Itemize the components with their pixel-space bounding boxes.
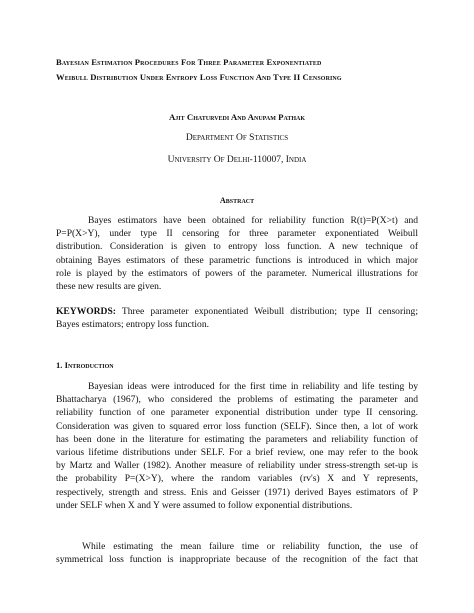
keywords-text: Three parameter exponentiated Weibull distribution; type II censoring; <box>115 306 418 317</box>
paper-title <box>56 55 436 85</box>
department: Department Of Statistics <box>185 133 289 143</box>
paragraph-line: various lifetime distributions under SELF. For a brief review, one may refer to the book <box>56 447 418 459</box>
paragraph-line: respectively, strength and stress. Enis and Geisser (1971) derived Bayes estimators of P <box>56 486 418 498</box>
author-names: Ajit Chaturvedi And Anupam Pathak <box>168 112 306 122</box>
keywords-line <box>56 305 418 318</box>
abstract-line: Bayes estimators have been obtained for reliability function R(t)=P(X>t) and <box>88 215 418 226</box>
paragraph-line: has been done in the literature for estimating the parameters and reliability function of <box>56 433 418 445</box>
abstract-line: distribution. Consideration is given to entropy loss function. A new technique of <box>56 241 418 253</box>
abstract-heading: Abstract <box>219 196 255 205</box>
introduction-paragraph-1 <box>56 380 418 512</box>
paragraph-line: Bhattacharya (1967), who considered the problems of estimating the parameter and <box>56 394 418 406</box>
abstract-line: role is played by the estimators of powers of the parameter. Numerical illustrations for <box>56 267 418 279</box>
keywords-label: KEYWORDS: <box>56 306 116 317</box>
paragraph-line: While estimating the mean failure time or reliability function, the use of <box>82 541 418 552</box>
paragraph-line: reliability function of one parameter exponential distribution under type II censoring. <box>56 407 418 419</box>
abstract-line: obtaining Bayes estimators of these parametric functions is introduced in which major <box>56 254 418 266</box>
university: University Of Delhi-110007, India <box>167 155 307 165</box>
paragraph-line: symmetrical loss function is inappropriate because of the recognition of the fact that <box>56 554 418 566</box>
abstract-body <box>56 214 418 293</box>
paragraph-line: the probability P=(X>Y), where the random variables (rv's) X and Y represents, <box>56 473 418 485</box>
abstract-line: P=P(X>Y), under type II censoring for three parameter exponentiated Weibull <box>56 228 418 240</box>
title-line-2: Weibull Distribution Under Entropy Loss Function And Type II Censoring <box>56 72 342 82</box>
title-line-1: Bayesian Estimation Procedures For Three Parameter Exponentiated <box>56 57 322 67</box>
introduction-paragraph-2 <box>56 540 418 566</box>
section-heading-introduction: 1. Introduction <box>56 360 114 370</box>
paragraph-line: under SELF when X and Y were assumed to follow exponential distributions. <box>56 499 353 511</box>
keywords-block <box>56 305 418 331</box>
paragraph-line: by Martz and Waller (1982). Another measure of reliability under stress-strength set-up is <box>56 460 418 472</box>
paragraph-line: Consideration was given to squared error loss function (SELF). Since then, a lot of work <box>56 420 418 432</box>
keywords-line: Bayes estimators; entropy loss function. <box>56 319 209 331</box>
paragraph-line: Bayesian ideas were introduced for the first time in reliability and life testing by <box>88 381 418 392</box>
abstract-line: these new results are given. <box>56 281 162 293</box>
